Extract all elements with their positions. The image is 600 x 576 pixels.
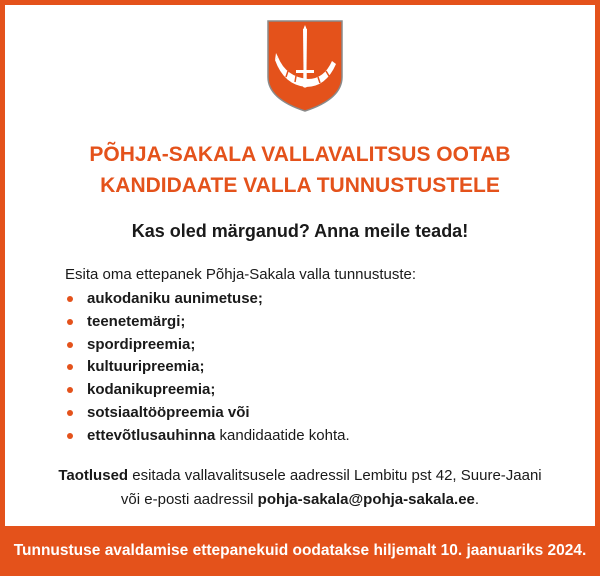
bullet-icon xyxy=(67,433,73,439)
bullet-icon xyxy=(67,296,73,302)
subtitle: Kas oled märganud? Anna meile teada! xyxy=(131,221,469,241)
list-item xyxy=(67,379,350,402)
bullet-icon xyxy=(67,364,73,370)
bullet-icon xyxy=(67,342,73,348)
email-suffix: . xyxy=(474,491,480,508)
title-line-1: PÕHJA-SAKALA VALLAVALITSUS OOTAB xyxy=(89,143,511,166)
award-name: kultuuripreemia; xyxy=(87,358,205,376)
list-item xyxy=(67,288,350,311)
submission-lead: Taotlused xyxy=(58,467,129,484)
list-item xyxy=(67,356,350,379)
submission-info xyxy=(5,464,595,512)
poster-card xyxy=(5,5,595,526)
bullet-icon xyxy=(67,410,73,416)
award-name: kodanikupreemia; xyxy=(87,381,216,399)
list-item xyxy=(67,402,350,425)
email-address: pohja-sakala@pohja-sakala.ee xyxy=(257,491,475,508)
award-name: spordipreemia; xyxy=(87,335,196,353)
list-item xyxy=(67,334,350,357)
list-item xyxy=(67,311,350,334)
submission-address: esitada vallavalitsusele aadressil Lembitu pst 42, Suure-Jaani xyxy=(128,467,542,484)
awards-list xyxy=(67,288,350,448)
award-name: sotsiaaltööpreemia või xyxy=(87,403,250,421)
award-name: aukodaniku aunimetuse; xyxy=(87,290,263,307)
award-rest: kandidaatide kohta. xyxy=(215,426,350,444)
award-name: teenetemärgi; xyxy=(87,312,186,330)
submission-line-2 xyxy=(5,488,595,512)
award-name: ettevõtlusauhinna xyxy=(87,426,216,444)
deadline-banner: Tunnustuse avaldamise ettepanekuid oodatakse hiljemalt 10. jaanuariks 2024. xyxy=(13,542,587,559)
email-prefix: või e-posti aadressil xyxy=(120,491,258,508)
bullet-icon xyxy=(67,319,73,325)
page-title xyxy=(5,139,595,201)
submission-line-1 xyxy=(5,464,595,488)
title-line-2: KANDIDAATE VALLA TUNNUSTUSTELE xyxy=(100,174,500,197)
list-item xyxy=(67,425,350,448)
bullet-icon xyxy=(67,387,73,393)
coat-of-arms-icon xyxy=(266,19,344,113)
intro-text: Esita oma ettepanek Põhja-Sakala valla tunnustuste: xyxy=(65,266,417,283)
